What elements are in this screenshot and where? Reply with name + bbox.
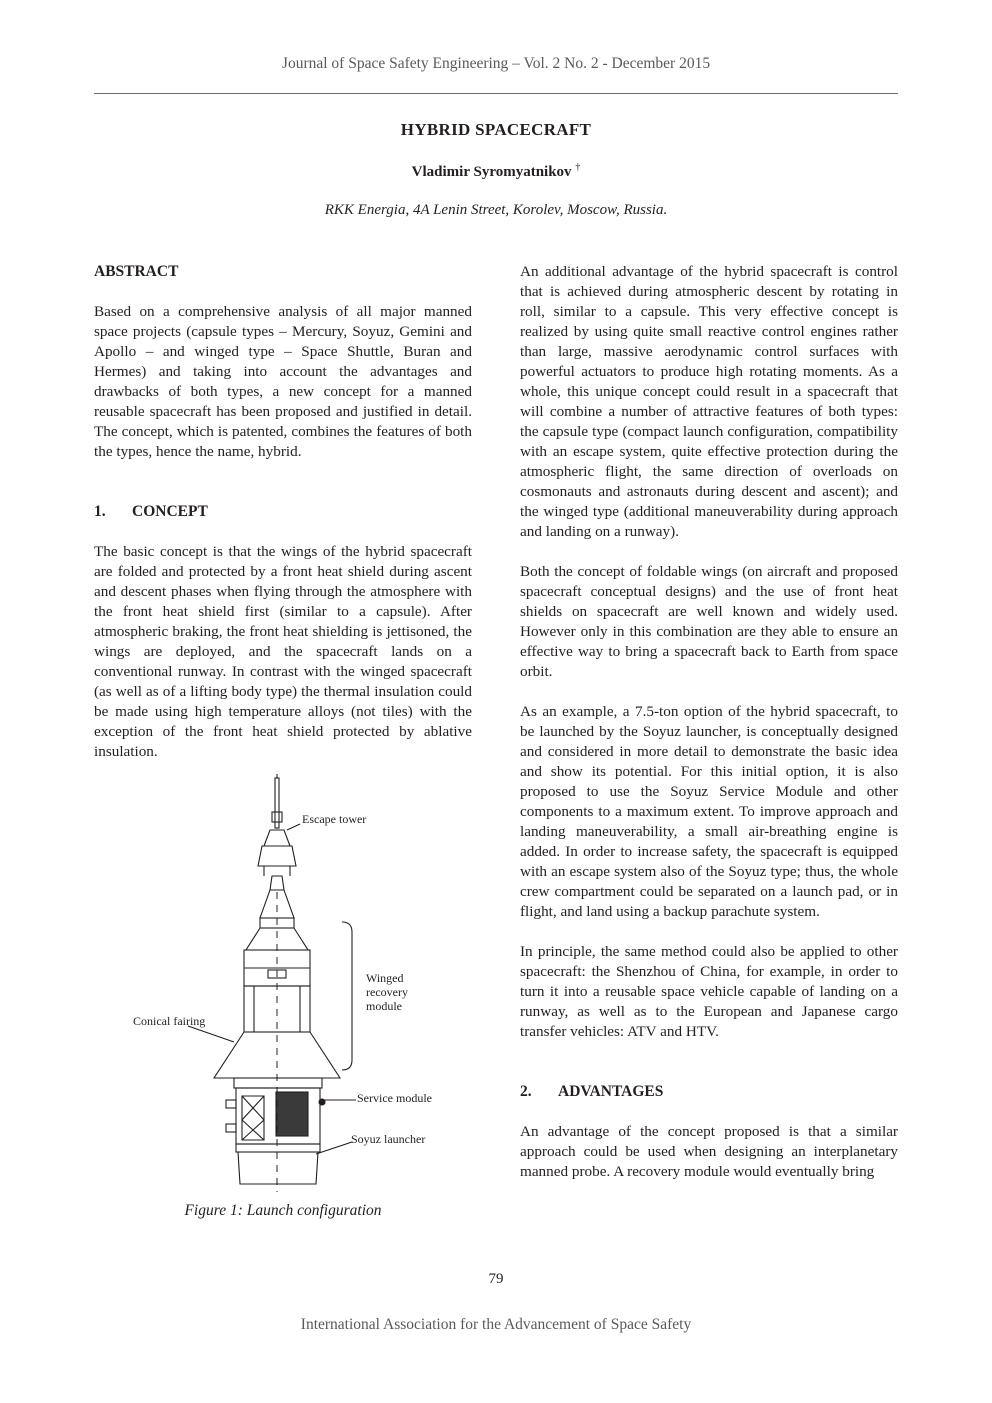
header-rule <box>94 93 898 94</box>
label-escape-tower: Escape tower <box>302 812 367 826</box>
section1-paragraph: The basic concept is that the wings of the hybrid spacecraft are folded and protected by a front heat shield during ascent and descent phases when flying through the atmosphere with the front heat shield first (similar to a capsule). After atmospheric braking, the front heat shielding is jettisoned, the wings are deployed, and the spacecraft lands on a conventional runway. In contrast with the winged spacecraft (as well as of a lifting body type) the thermal insulation could be made using high temperature alloys (not tiles) with the exception of the front heat shield protected by ablative insulation. <box>94 543 472 760</box>
winged-module-bracket <box>342 922 352 1070</box>
footer-organization: International Association for the Advancement of Space Safety <box>300 1316 692 1333</box>
left-column <box>94 262 472 762</box>
label-soyuz-launcher: Soyuz launcher <box>351 1132 426 1146</box>
right-paragraph-4: In principle, the same method could also be applied to other spacecraft: the Shenzhou of China, for example, in order to turn it into a reusable space vehicle capable of landing on a runway, as well as to the European and Japanese cargo transfer vehicles: ATV and HTV. <box>520 943 898 1040</box>
escape-tower-rod <box>275 778 279 828</box>
launcher-adapter-shape <box>238 1152 318 1184</box>
label-service-module: Service module <box>357 1091 432 1105</box>
section2-number: 2. <box>520 1083 532 1100</box>
author-mark: † <box>575 162 581 173</box>
abstract-heading: ABSTRACT <box>94 263 179 280</box>
service-module-engine-block <box>276 1092 308 1136</box>
author-name: Vladimir Syromyatnikov <box>411 164 572 180</box>
right-paragraph-3: As an example, a 7.5-ton option of the hybrid spacecraft, to be launched by the Soyuz launcher, is conceptually designed and considered in more detail to demonstrate the basic idea and show its potential. For this initial option, it is also proposed to use the Soyuz Service Module and other components to a maximum extent. To improve approach and landing maneuverability, a small air-breathing engine is added. In order to increase safety, the spacecraft is equipped with an escape system also of the Soyuz type; thus, the whole crew compartment could be separated on a launch pad, or in flight, and land using a backup parachute system. <box>520 703 898 920</box>
label-module: module <box>366 999 402 1013</box>
abstract-text: Based on a comprehensive analysis of all major manned space projects (capsule types – Mercury, Soyuz, Gemini and Apollo – and winged type – Space Shuttle, Buran and Hermes) and taking into account the advantages and drawbacks of both types, a new concept for a manned reusable spacecraft has been proposed and justified in detail. The concept, which is patented, combines the features of both the types, hence the name, hybrid. <box>94 303 472 460</box>
affiliation: RKK Energia, 4A Lenin Street, Korolev, Moscow, Russia. <box>324 202 668 218</box>
launch-configuration-drawing <box>94 772 472 1192</box>
figure-launch-configuration <box>94 772 472 1192</box>
section1-title: CONCEPT <box>132 503 208 520</box>
page-number: 79 <box>488 1271 504 1287</box>
section1-heading <box>94 502 472 522</box>
figure-caption: Figure 1: Launch configuration <box>184 1202 382 1219</box>
label-recovery: recovery <box>366 985 408 999</box>
label-conical-fairing: Conical fairing <box>133 1014 206 1028</box>
escape-motor <box>264 830 290 846</box>
author-line <box>0 162 992 181</box>
section2-paragraph: An advantage of the concept proposed is that a similar approach could be used when designing an interplanetary manned probe. A recovery module would eventually bring <box>520 1123 898 1180</box>
label-winged: Winged <box>366 971 404 985</box>
section2-heading <box>520 1082 898 1102</box>
right-column <box>520 262 898 1182</box>
section1-number: 1. <box>94 503 106 520</box>
right-paragraph-2: Both the concept of foldable wings (on aircraft and proposed spacecraft conceptual designs) and the use of front heat shields on spacecraft are well known and widely used. However only in this combination are they able to ensure an effective way to bring a spacecraft back to Earth from space orbit. <box>520 563 898 680</box>
right-paragraph-1: An additional advantage of the hybrid spacecraft is control that is achieved during atmospheric descent by rotating in roll, similar to a capsule. This very effective concept is realized by using quite small reactive control engines rather than large, massive aerodynamic control surfaces with powerful actuators to produce high rotating moments. As a whole, this unique concept could result in a spacecraft that will combine a number of attractive features of both types: the capsule type (compact launch configuration, compatibility with an escape system, quite effective protection during the atmospheric flight, the same direction of overloads on cosmonauts and astronauts during descent and ascent); and the winged type (additional maneuverability during approach and landing on a runway). <box>520 263 898 540</box>
running-head: Journal of Space Safety Engineering – Vol. 2 No. 2 - December 2015 <box>281 55 711 72</box>
article-title: HYBRID SPACECRAFT <box>400 120 592 139</box>
section2-title: ADVANTAGES <box>558 1083 664 1100</box>
